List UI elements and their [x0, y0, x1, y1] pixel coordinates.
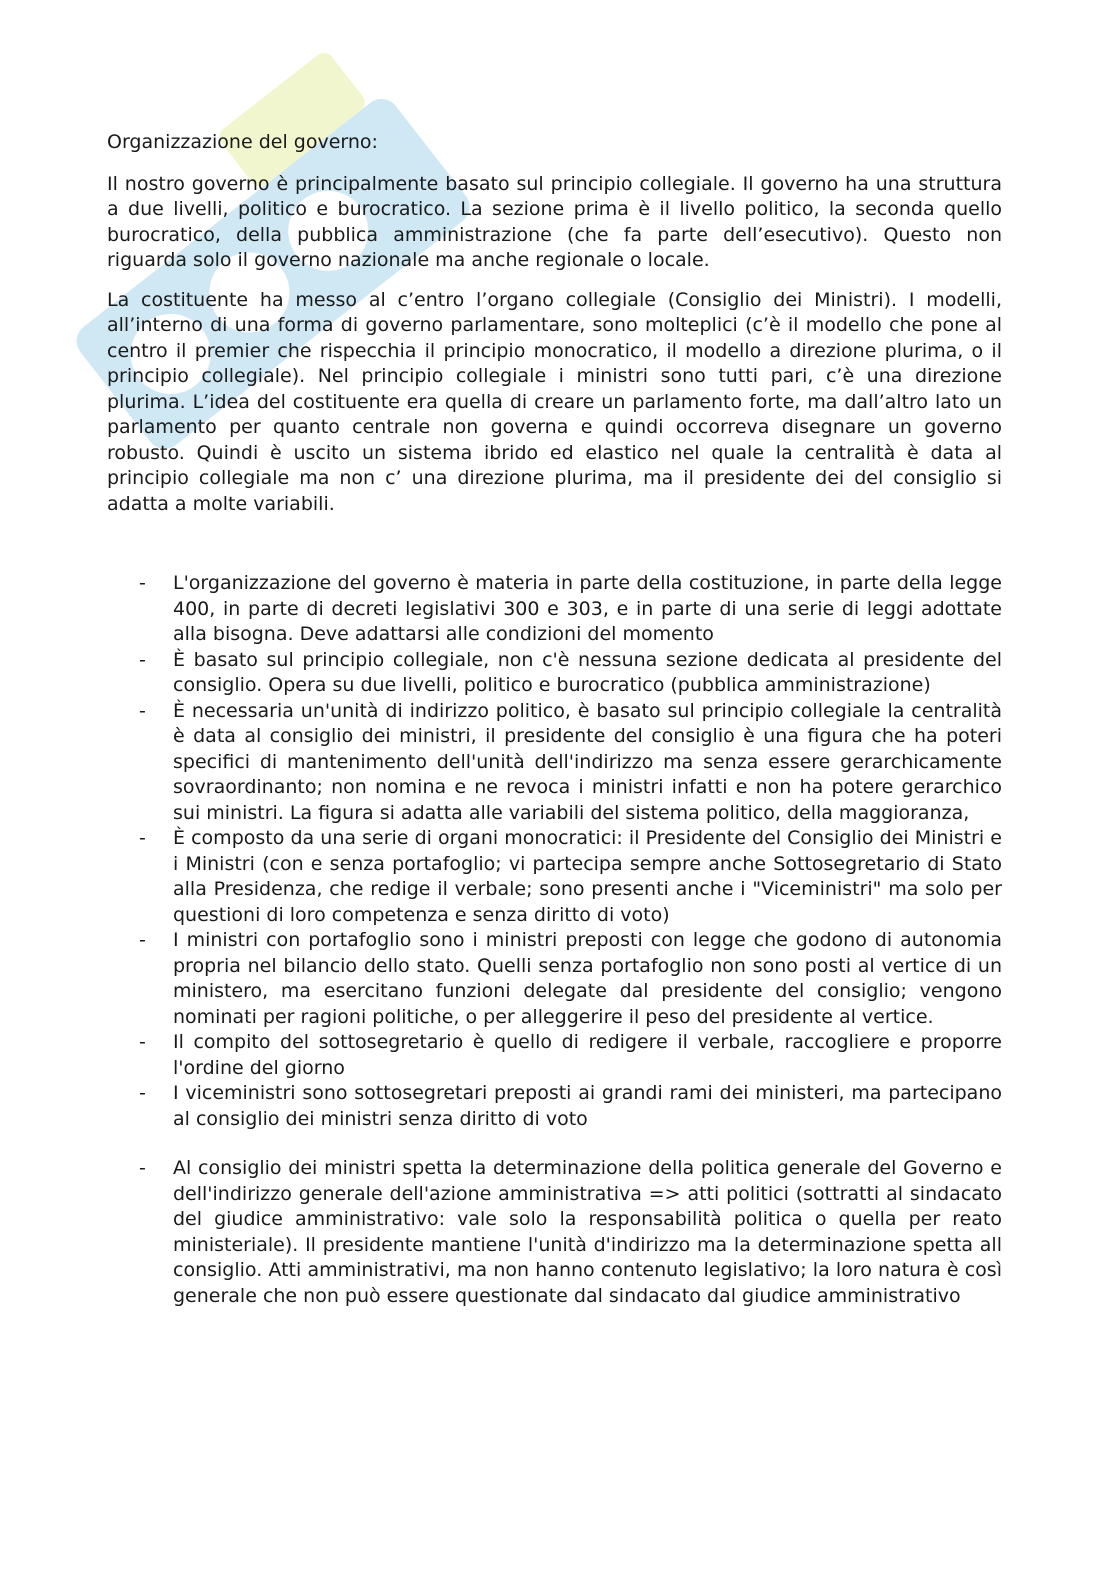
document-title: Organizzazione del governo: [107, 131, 378, 153]
bullet-list-continued [107, 1156, 1002, 1309]
list-item-text: Il compito del sottosegretario è quello di redigere il verbale, raccogliere e proporre l'ordine del giorno [173, 1031, 1002, 1079]
list-item-text: È basato sul principio collegiale, non c'è nessuna sezione dedicata al presidente del consiglio. Opera su due livelli, politico e burocratico (pubblica amministrazione) [173, 648, 1002, 696]
list-item-text: Al consiglio dei ministri spetta la determinazione della politica generale del Governo e dell'indirizzo generale dell'azione amministrativa => atti politici (sottratti al sindacato del giudice amministrativo: vale solo la responsabilità politica o quella per reato ministeriale). Il presidente mantiene l'unità d'indirizzo ma la determinazione spetta all consiglio. Atti amministrativi, ma non hanno contenuto legislativo; la loro natura è così generale che non può essere questionate dal sindacato dal giudice amministrativo [173, 1157, 1002, 1307]
bullet-dash: - [139, 1082, 146, 1104]
bullet-dash: - [139, 699, 146, 722]
bullet-dash: - [139, 648, 146, 671]
bullet-dash: - [139, 827, 146, 849]
list-item [107, 1081, 1002, 1132]
list-item [107, 928, 1002, 1030]
list-item-text: I ministri con portafoglio sono i ministri preposti con legge che godono di autonomia propria nel bilancio dello stato. Quelli senza portafoglio non sono posti al vertice di un ministero, ma esercitano funzioni delegate dal presidente del consiglio; vengono nominati per ragioni politiche, o per alleggerire il peso del presidente al vertice. [173, 929, 1002, 1028]
list-item-text: È composto da una serie di organi monocratici: il Presidente del Consiglio dei Ministri e i Ministri (con e senza portafoglio; vi partecipa sempre anche Sottosegretario di Stato alla Presidenza, che redige il verbale; sono presenti anche i "Viceministri" ma solo per questioni di loro competenza e senza diritto di voto) [173, 827, 1002, 926]
list-item [107, 1030, 1002, 1081]
intro-paragraph-2: La costituente ha messo al c’entro l’organo collegiale (Consiglio dei Ministri). I modelli, all’interno di una forma di governo parlamentare, sono molteplici (c’è il modello che pone al centro il premier che rispecchia il principio monocratico, il modello a direzione plurima, o il principio collegiale). Nel principio collegiale i ministri sono tutti pari, c’è una direzione plurima. L’idea del costituente era quella di creare un parlamento forte, ma dall’altro lato un parlamento per quanto centrale non governa e quindi occorreva disegnare un governo robusto. Quindi è uscito un sistema ibrido ed elastico nel quale la centralità è data al principio collegiale ma non c’ una direzione plurima, ma il presidente dei del consiglio si adatta a molte variabili. [107, 288, 1002, 515]
intro-paragraph-1: Il nostro governo è principalmente basato sul principio collegiale. Il governo ha una struttura a due livelli, politico e burocratico. La sezione prima è il livello politico, la seconda quello burocratico, della pubblica amministrazione (che fa parte dell’esecutivo). Questo non riguarda solo il governo nazionale ma anche regionale o locale. [107, 172, 1002, 271]
list-item-text: È necessaria un'unità di indirizzo politico, è basato sul principio collegiale la centralità è data al consiglio dei ministri, il presidente del consiglio è una figura che ha poteri specifici di mantenimento dell'unità dell'indirizzo ma senza essere gerarchicamente sovraordinanto; non nomina e ne revoca i ministri infatti e non ha potere gerarchico sui ministri. La figura si adatta alle variabili del sistema politico, della maggioranza, [173, 699, 1002, 824]
list-item [107, 1156, 1002, 1309]
list-item [107, 648, 1002, 699]
list-item-text: L'organizzazione del governo è materia in parte della costituzione, in parte della legge 400, in parte di decreti legislativi 300 e 303, e in parte di una serie di leggi adottate alla bisogna. Deve adattarsi alle condizioni del momento [173, 572, 1002, 645]
document-page [107, 130, 1002, 1309]
bullet-dash: - [139, 1157, 146, 1179]
bullet-dash: - [139, 572, 146, 594]
list-item [107, 826, 1002, 928]
list-item-text: I viceministri sono sottosegretari preposti ai grandi rami dei ministeri, ma partecipano al consiglio dei ministri senza diritto di voto [173, 1082, 1002, 1130]
list-item [107, 571, 1002, 648]
bullet-dash: - [139, 1031, 146, 1053]
bullet-dash: - [139, 929, 146, 951]
bullet-list [107, 571, 1002, 1132]
list-item [107, 699, 1002, 827]
